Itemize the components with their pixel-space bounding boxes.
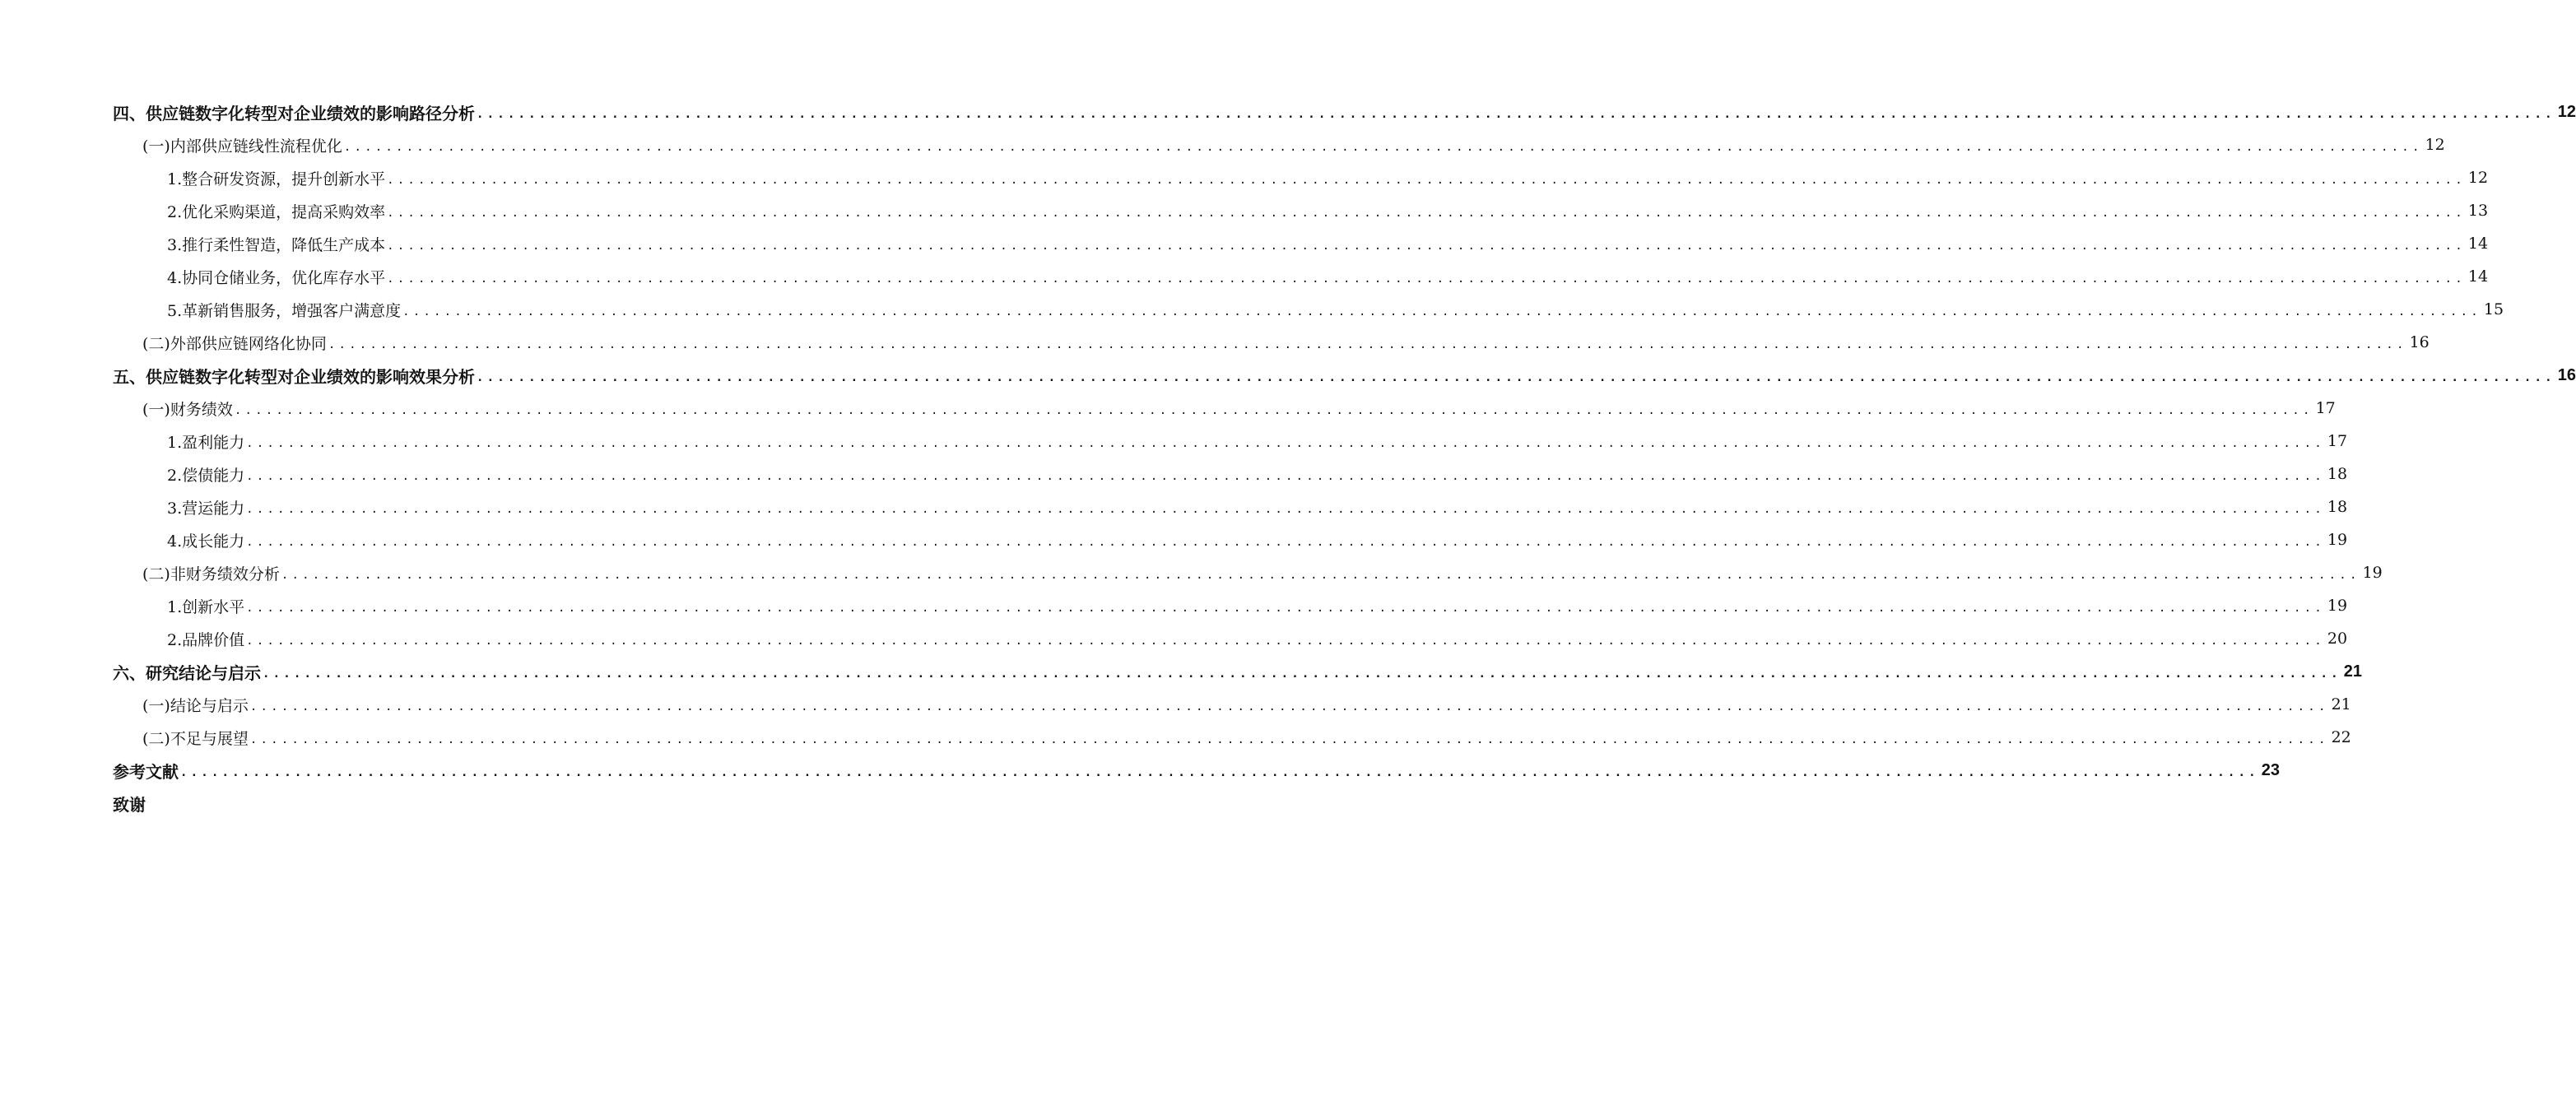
toc-dot-leader: ........................................................................................................................................................................................................ xyxy=(234,404,2313,417)
toc-dot-leader: ........................................................................................................................................................................................................ xyxy=(477,108,2555,121)
toc-entry-title: (二)不足与展望 xyxy=(142,729,249,748)
toc-dot-leader: ........................................................................................................................................................................................................ xyxy=(246,470,2325,483)
toc-dot-leader: ........................................................................................................................................................................................................ xyxy=(328,338,2407,351)
toc-entry[interactable] xyxy=(113,227,2489,260)
toc-dot-leader: ........................................................................................................................................................................................................ xyxy=(402,305,2481,318)
toc-dot-leader: ........................................................................................................................................................................................................ xyxy=(246,437,2325,450)
toc-entry-title: (二)非财务绩效分析 xyxy=(142,565,280,583)
toc-dot-leader: ........................................................................................................................................................................................................ xyxy=(249,700,2329,713)
toc-entry[interactable] xyxy=(113,425,2348,458)
toc-entry[interactable] xyxy=(113,161,2489,194)
toc-page-number: 21 xyxy=(2331,695,2351,713)
toc-entry-title: 四、供应链数字化转型对企业绩效的影响路径分析 xyxy=(113,103,475,123)
toc-entry-title: 参考文献 xyxy=(113,761,179,782)
toc-page-number: 14 xyxy=(2467,267,2489,286)
toc-entry-title: 2.优化采购渠道，提高采购效率 xyxy=(167,202,386,221)
toc-entry-title: 2.偿债能力 xyxy=(167,466,245,485)
toc-entry-title: (一)结论与启示 xyxy=(142,696,249,715)
toc-entry-title: 1.盈利能力 xyxy=(167,433,245,452)
toc-entry[interactable] xyxy=(113,359,2576,392)
toc-entry[interactable] xyxy=(113,655,2362,688)
toc-entry-title: 4.协同仓储业务，优化库存水平 xyxy=(167,268,386,287)
toc-entry-title: (一)财务绩效 xyxy=(142,400,233,419)
toc-entry-title: (一)内部供应链线性流程优化 xyxy=(142,137,342,156)
toc-entry-title: 六、研究结论与启示 xyxy=(113,662,261,683)
toc-dot-leader: ........................................................................................................................................................................................................ xyxy=(249,733,2329,746)
toc-dot-leader: ........................................................................................................................................................................................................ xyxy=(387,239,2466,253)
toc-page-number: 18 xyxy=(2327,498,2348,516)
toc-dot-leader: ........................................................................................................................................................................................................ xyxy=(246,536,2325,549)
toc-entry[interactable] xyxy=(113,754,2280,787)
toc-entry-title: 1.创新水平 xyxy=(167,597,245,616)
toc-page-number: 12 xyxy=(2467,169,2489,187)
toc-entry-title: 5.革新销售服务，增强客户满意度 xyxy=(167,301,402,320)
toc-entry-title: 3.推行柔性智造，降低生产成本 xyxy=(167,235,386,254)
toc-entry-title: 五、供应链数字化转型对企业绩效的影响效果分析 xyxy=(113,366,475,387)
toc-entry[interactable] xyxy=(113,622,2348,655)
toc-entry[interactable] xyxy=(113,260,2489,293)
toc-page-number: 19 xyxy=(2327,531,2348,549)
toc-dot-leader: ........................................................................................................................................................................................................ xyxy=(477,371,2555,384)
toc-dot-leader: ........................................................................................................................................................................................................ xyxy=(387,174,2466,187)
toc-entry-title: 1.整合研发资源，提升创新水平 xyxy=(167,170,386,188)
toc-entry[interactable] xyxy=(113,721,2351,754)
toc-entry[interactable] xyxy=(113,194,2489,227)
toc-entry-title: 3.营运能力 xyxy=(167,499,245,518)
toc-dot-leader: ........................................................................................................................................................................................................ xyxy=(387,207,2466,220)
toc-entry[interactable] xyxy=(113,556,2383,589)
toc-page-number: 22 xyxy=(2331,728,2351,746)
toc-page-number: 19 xyxy=(2327,597,2348,615)
toc-entry-title: 2.品牌价值 xyxy=(167,630,245,649)
toc-page-number: 14 xyxy=(2467,235,2489,253)
toc-entry-title: (二)外部供应链网络化协同 xyxy=(142,334,327,353)
toc-entry[interactable] xyxy=(113,293,2504,326)
toc-entry[interactable] xyxy=(113,589,2348,622)
toc-entry[interactable] xyxy=(113,458,2348,490)
toc-entry-title: 致谢 xyxy=(113,794,146,815)
toc-dot-leader: ........................................................................................................................................................................................................ xyxy=(246,503,2325,516)
toc-dot-leader: ........................................................................................................................................................................................................ xyxy=(246,634,2325,648)
toc-page-number: 23 xyxy=(2261,760,2280,779)
toc-dot-leader: ........................................................................................................................................................................................................ xyxy=(281,569,2360,582)
toc-entry[interactable] xyxy=(113,523,2348,556)
toc-entry[interactable] xyxy=(113,490,2348,523)
table-of-contents xyxy=(113,95,2576,820)
toc-page-number: 12 xyxy=(2557,102,2576,121)
toc-entry[interactable] xyxy=(113,787,700,820)
toc-page-number: 17 xyxy=(2327,432,2348,450)
toc-dot-leader: ........................................................................................................................................................................................................ xyxy=(387,272,2466,286)
toc-entry-title: 4.成长能力 xyxy=(167,532,245,551)
toc-page-number: 15 xyxy=(2483,300,2504,318)
toc-dot-leader: ........................................................................................................................................................................................................ xyxy=(180,766,2259,779)
toc-page-number: 12 xyxy=(2425,136,2445,154)
toc-dot-leader: ........................................................................................................................................................................................................ xyxy=(263,667,2341,681)
toc-page-number: 20 xyxy=(2327,630,2348,648)
toc-dot-leader: ........................................................................................................................................................................................................ xyxy=(343,141,2423,154)
toc-page-number: 17 xyxy=(2315,399,2336,417)
toc-dot-leader: ........................................................................................................................................................................................................ xyxy=(246,602,2325,615)
toc-page-number: 19 xyxy=(2362,564,2383,582)
toc-entry[interactable] xyxy=(113,326,2430,359)
toc-entry[interactable] xyxy=(113,688,2351,721)
toc-entry[interactable] xyxy=(113,392,2336,425)
toc-page-number: 16 xyxy=(2409,333,2430,351)
toc-page-number: 13 xyxy=(2467,202,2489,220)
toc-page-number: 18 xyxy=(2327,465,2348,483)
toc-entry[interactable] xyxy=(113,128,2445,161)
toc-entry[interactable] xyxy=(113,95,2576,128)
toc-page-number: 21 xyxy=(2343,662,2362,681)
toc-page-number: 16 xyxy=(2557,365,2576,384)
